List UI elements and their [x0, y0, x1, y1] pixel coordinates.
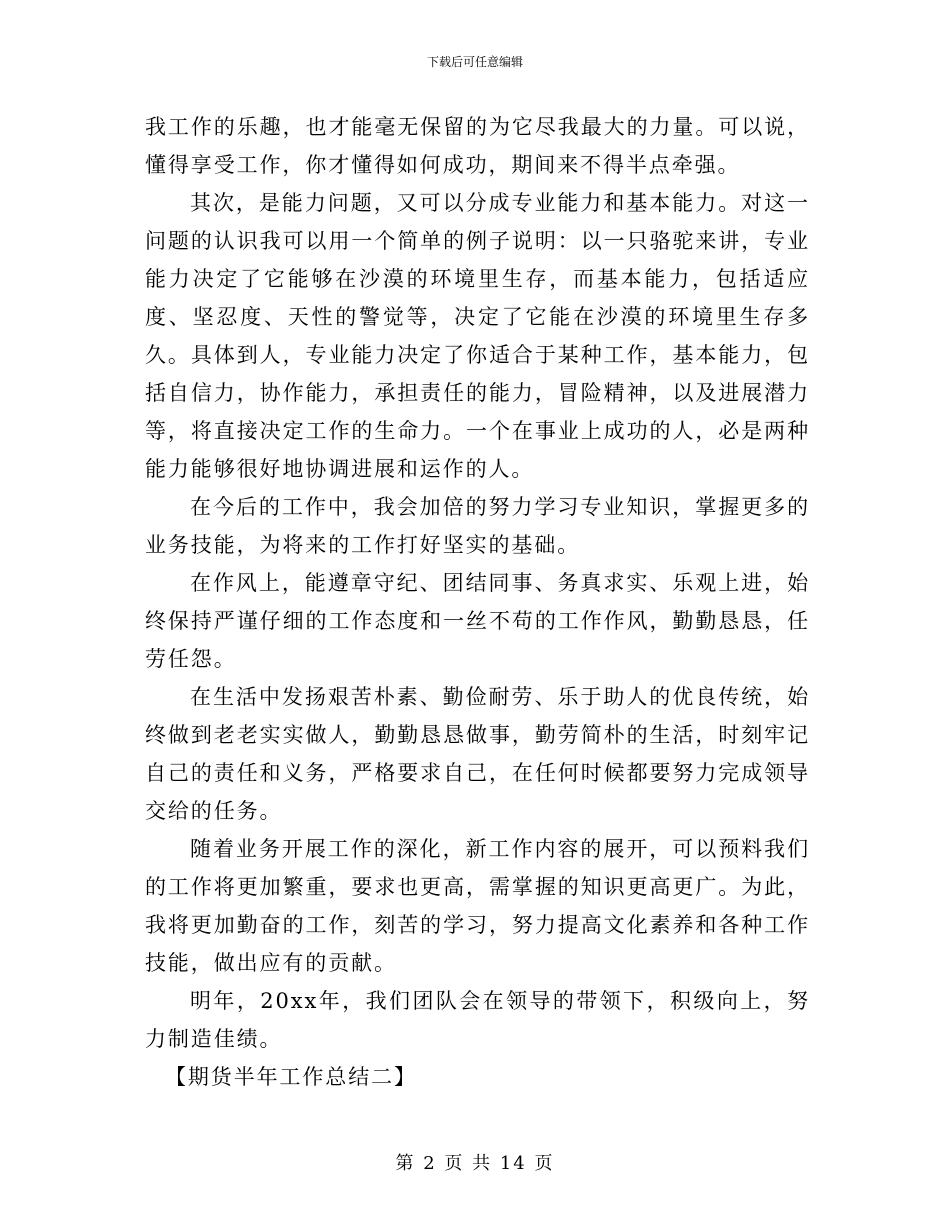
page-header: 下载后可任意编辑 [426, 55, 523, 69]
document-body [145, 108, 810, 1096]
paragraph-development: 随着业务开展工作的深化，新工作内容的展开，可以预料我们的工作将更加繁重，要求也更高，需掌握的知识更高更广。为此，我将更加勤奋的工作，刻苦的学习，努力提高文化素养和各种工作技能，做出应有的贡献。 [145, 837, 810, 975]
paragraph-life: 在生活中发扬艰苦朴素、勤俭耐劳、乐于助人的优良传统，始终做到老老实实做人，勤勤恳恳做事，勤劳简朴的生活，时刻牢记自己的责任和义务，严格要求自己，在任何时候都要努力完成领导交给的任务。 [145, 685, 810, 823]
section-heading: 【期货半年工作总结二】 [165, 1065, 417, 1089]
paragraph-continuation: 我工作的乐趣，也才能毫无保留的为它尽我最大的力量。可以说，懂得享受工作，你才懂得如何成功，期间来不得半点牵强。 [145, 115, 810, 177]
page-number: 第 2 页 共 14 页 [395, 1153, 555, 1174]
paragraph-work-style: 在作风上，能遵章守纪、团结同事、务真求实、乐观上进，始终保持严谨仔细的工作态度和一丝不苟的工作作风，勤勤恳恳，任劳任怨。 [145, 571, 810, 671]
paragraph-ability: 其次，是能力问题，又可以分成专业能力和基本能力。对这一问题的认识我可以用一个简单的例子说明：以一只骆驼来讲，专业能力决定了它能够在沙漠的环境里生存，而基本能力，包括适应度、坚忍度、天性的警觉等，决定了它能在沙漠的环境里生存多久。具体到人，专业能力决定了你适合于某种工作，基本能力，包括自信力，协作能力，承担责任的能力，冒险精神，以及进展潜力等，将直接决定工作的生命力。一个在事业上成功的人，必是两种能力能够很好地协调进展和运作的人。 [145, 191, 810, 481]
paragraph-future-study: 在今后的工作中，我会加倍的努力学习专业知识，掌握更多的业务技能，为将来的工作打好坚实的基础。 [145, 495, 810, 557]
paragraph-next-year: 明年，20xx年，我们团队会在领导的带领下，积级向上，努力制造佳绩。 [145, 989, 810, 1051]
